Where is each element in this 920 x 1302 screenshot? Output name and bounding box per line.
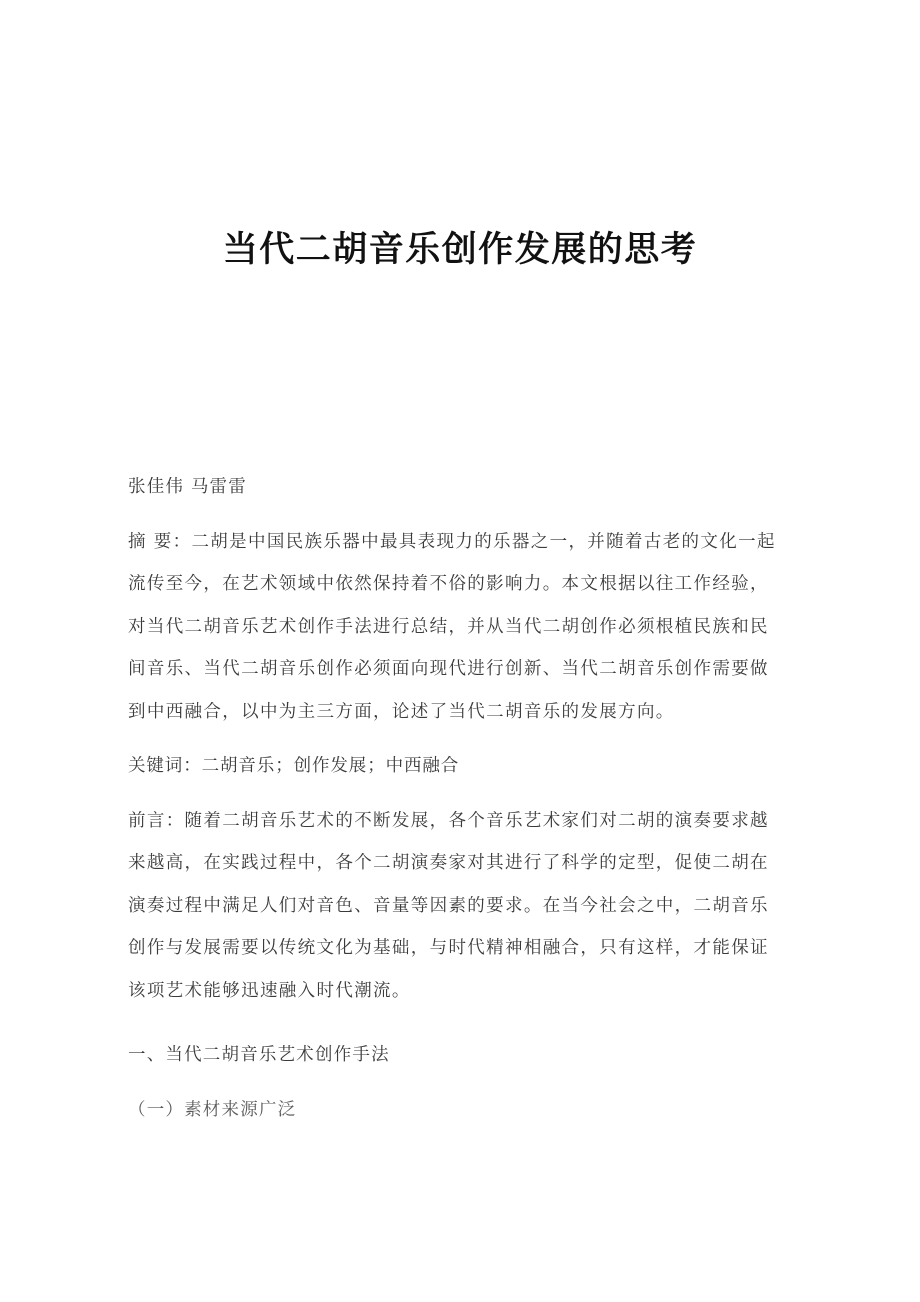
abstract-line: 对当代二胡音乐艺术创作手法进行总结，并从当代二胡创作必须根植民族和民 (128, 616, 769, 637)
keywords-line: 关键词：二胡音乐；创作发展；中西融合 (128, 756, 460, 776)
preface-line: 来越高，在实践过程中，各个二胡演奏家对其进行了科学的定型，促使二胡在 (128, 853, 769, 873)
document-body (128, 466, 792, 1131)
preface-line: 该项艺术能够迅速融入时代潮流。 (128, 980, 411, 1001)
spacer (128, 788, 792, 800)
preface-block (128, 800, 792, 1013)
section-subheading-1-1: （一）素材来源广泛 (128, 1099, 297, 1120)
preface-line: 前言：随着二胡音乐艺术的不断发展，各个音乐艺术家们对二胡的演奏要求越 (128, 810, 769, 831)
preface-line: 演奏过程中满足人们对音色、音量等因素的要求。在当今社会之中，二胡音乐 (128, 895, 769, 916)
abstract-line: 间音乐、当代二胡音乐创作必须面向现代进行创新、当代二胡音乐创作需要做 (128, 659, 769, 679)
preface-line: 创作与发展需要以传统文化为基础，与时代精神相融合，只有这样，才能保证 (128, 938, 769, 958)
author-line: 张佳伟 马雷雷 (128, 477, 247, 497)
abstract-line: 到中西融合，以中为主三方面，论述了当代二胡音乐的发展方向。 (128, 701, 675, 722)
spacer (128, 733, 792, 745)
section-heading-1: 一、当代二胡音乐艺术创作手法 (128, 1045, 390, 1065)
abstract-line: 流传至今，在艺术领域中依然保持着不俗的影响力。本文根据以往工作经验， (128, 574, 769, 594)
page-title: 当代二胡音乐创作发展的思考 (222, 230, 698, 271)
spacer (128, 1077, 792, 1089)
spacer (128, 1012, 792, 1034)
spacer (128, 509, 792, 521)
abstract-block (128, 521, 792, 734)
abstract-line: 摘 要：二胡是中国民族乐器中最具表现力的乐器之一，并随着古老的文化一起 (128, 531, 776, 552)
